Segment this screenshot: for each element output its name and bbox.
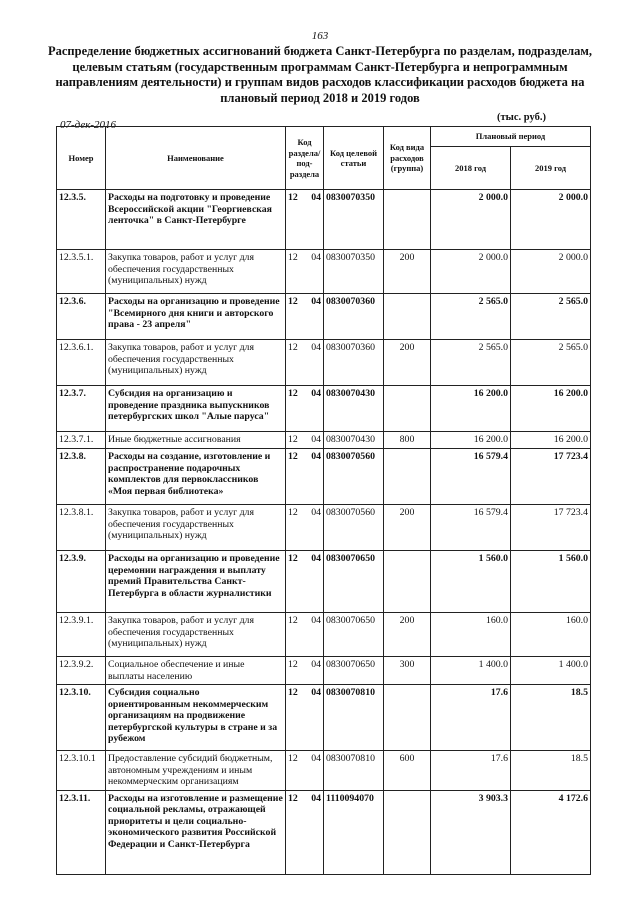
document-title: Распределение бюджетных ассигнований бюджета Санкт-Петербурга по разделам, подразделам, целевым статьям (государственным программам Санкт-Петербурга и непрограммным направлениям деятельности) и группам видов расходов классификации расходов бюджета на плановый период 2018 и 2019 годов bbox=[47, 44, 593, 105]
row-target-code: 0830070650 bbox=[324, 551, 384, 613]
row-expense-type: 200 bbox=[384, 505, 431, 551]
row-razdel: 12 bbox=[288, 753, 298, 764]
row-section-code bbox=[286, 613, 324, 657]
row-amount-2019: 2 565.0 bbox=[511, 294, 591, 340]
row-number: 12.3.7.1. bbox=[57, 432, 106, 449]
table-row bbox=[57, 657, 591, 685]
row-section-code bbox=[286, 505, 324, 551]
row-target-code: 0830070810 bbox=[324, 685, 384, 751]
row-podrazdel: 04 bbox=[311, 451, 321, 462]
row-expense-type: 200 bbox=[384, 613, 431, 657]
row-number: 12.3.8. bbox=[57, 449, 106, 505]
row-razdel: 12 bbox=[288, 252, 298, 263]
row-podrazdel: 04 bbox=[311, 753, 321, 764]
header-target: Код целевой статьи bbox=[324, 127, 384, 190]
row-podrazdel: 04 bbox=[311, 553, 321, 564]
header-2018: 2018 год bbox=[431, 146, 511, 189]
row-section-code bbox=[286, 685, 324, 751]
row-expense-type bbox=[384, 294, 431, 340]
row-amount-2018: 16 200.0 bbox=[431, 386, 511, 432]
row-name: Закупка товаров, работ и услуг для обеспечения государственных (муниципальных) нужд bbox=[106, 505, 286, 551]
header-2019: 2019 год bbox=[511, 146, 591, 189]
row-razdel: 12 bbox=[288, 434, 298, 445]
table-row bbox=[57, 790, 591, 874]
row-expense-type: 200 bbox=[384, 340, 431, 386]
row-name: Закупка товаров, работ и услуг для обеспечения государственных (муниципальных) нужд bbox=[106, 613, 286, 657]
row-expense-type bbox=[384, 551, 431, 613]
row-section-code bbox=[286, 340, 324, 386]
header-planned-period: Плановый период bbox=[431, 127, 591, 147]
table-row bbox=[57, 340, 591, 386]
row-number: 12.3.9.2. bbox=[57, 657, 106, 685]
row-podrazdel: 04 bbox=[311, 434, 321, 445]
table-row bbox=[57, 751, 591, 791]
row-razdel: 12 bbox=[288, 615, 298, 626]
row-podrazdel: 04 bbox=[311, 296, 321, 307]
table-row bbox=[57, 386, 591, 432]
row-expense-type: 600 bbox=[384, 751, 431, 791]
header-number: Номер bbox=[57, 127, 106, 190]
row-razdel: 12 bbox=[288, 687, 298, 698]
row-amount-2018: 2 565.0 bbox=[431, 340, 511, 386]
row-amount-2018: 17.6 bbox=[431, 751, 511, 791]
row-target-code: 0830070560 bbox=[324, 449, 384, 505]
document-date: 07-дек-2016 bbox=[60, 119, 117, 131]
row-podrazdel: 04 bbox=[311, 252, 321, 263]
budget-table bbox=[56, 126, 591, 875]
row-razdel: 12 bbox=[288, 388, 298, 399]
row-expense-type bbox=[384, 190, 431, 250]
row-number: 12.3.9. bbox=[57, 551, 106, 613]
table-row bbox=[57, 551, 591, 613]
row-section-code bbox=[286, 190, 324, 250]
row-name: Расходы на организацию и проведение "Всемирного дня книги и авторского права - 23 апреля" bbox=[106, 294, 286, 340]
row-target-code: 0830070430 bbox=[324, 432, 384, 449]
row-amount-2019: 16 200.0 bbox=[511, 432, 591, 449]
row-amount-2018: 1 400.0 bbox=[431, 657, 511, 685]
row-section-code bbox=[286, 657, 324, 685]
row-expense-type bbox=[384, 790, 431, 874]
row-number: 12.3.10.1 bbox=[57, 751, 106, 791]
row-section-code bbox=[286, 449, 324, 505]
row-podrazdel: 04 bbox=[311, 792, 321, 804]
row-name: Расходы на организацию и проведение церемонии награждения и выплату премий Правительства Санкт-Петербурга в области журналистики bbox=[106, 551, 286, 613]
row-number: 12.3.9.1. bbox=[57, 613, 106, 657]
table-row bbox=[57, 294, 591, 340]
table-row bbox=[57, 613, 591, 657]
row-target-code: 0830070560 bbox=[324, 505, 384, 551]
header-section: Код раздела/ под- раздела bbox=[286, 127, 324, 190]
header-expense-type: Код вида расходов (группа) bbox=[384, 127, 431, 190]
row-number: 12.3.5.1. bbox=[57, 250, 106, 294]
row-razdel: 12 bbox=[288, 296, 298, 307]
row-amount-2019: 2 000.0 bbox=[511, 190, 591, 250]
row-name: Субсидия на организацию и проведение праздника выпускников петербургских школ "Алые паруса" bbox=[106, 386, 286, 432]
row-expense-type bbox=[384, 386, 431, 432]
row-amount-2018: 16 579.4 bbox=[431, 505, 511, 551]
row-target-code: 0830070350 bbox=[324, 250, 384, 294]
row-amount-2019: 2 565.0 bbox=[511, 340, 591, 386]
row-name: Иные бюджетные ассигнования bbox=[106, 432, 286, 449]
units-label: (тыс. руб.) bbox=[497, 112, 546, 123]
table-row bbox=[57, 449, 591, 505]
row-amount-2018: 2 000.0 bbox=[431, 250, 511, 294]
row-name: Субсидия социально ориентированным некоммерческим организациям на продвижение петербургской культуры в стране и за рубежом bbox=[106, 685, 286, 751]
row-razdel: 12 bbox=[288, 342, 298, 353]
row-expense-type bbox=[384, 449, 431, 505]
row-number: 12.3.7. bbox=[57, 386, 106, 432]
row-target-code: 0830070810 bbox=[324, 751, 384, 791]
row-razdel: 12 bbox=[288, 507, 298, 518]
row-amount-2019: 18.5 bbox=[511, 685, 591, 751]
row-podrazdel: 04 bbox=[311, 659, 321, 670]
row-name: Закупка товаров, работ и услуг для обеспечения государственных (муниципальных) нужд bbox=[106, 340, 286, 386]
row-number: 12.3.6. bbox=[57, 294, 106, 340]
row-section-code bbox=[286, 551, 324, 613]
row-section-code bbox=[286, 751, 324, 791]
row-amount-2018: 17.6 bbox=[431, 685, 511, 751]
table-row bbox=[57, 250, 591, 294]
row-name: Предоставление субсидий бюджетным, автономным учреждениям и иным некоммерческим организациям bbox=[106, 751, 286, 791]
row-amount-2019: 17 723.4 bbox=[511, 505, 591, 551]
row-expense-type: 800 bbox=[384, 432, 431, 449]
row-target-code: 0830070360 bbox=[324, 294, 384, 340]
row-name: Расходы на подготовку и проведение Всероссийской акции "Георгиевская ленточка" в Санкт-Петербурге bbox=[106, 190, 286, 250]
row-amount-2019: 17 723.4 bbox=[511, 449, 591, 505]
row-razdel: 12 bbox=[288, 553, 298, 564]
row-target-code: 0830070430 bbox=[324, 386, 384, 432]
row-podrazdel: 04 bbox=[311, 388, 321, 399]
row-expense-type: 300 bbox=[384, 657, 431, 685]
row-number: 12.3.5. bbox=[57, 190, 106, 250]
row-name: Расходы на изготовление и размещение социальной рекламы, отражающей приоритеты и цели социально-экономического развития Российской Федерации и Санкт-Петербурга bbox=[106, 790, 286, 874]
row-target-code: 0830070360 bbox=[324, 340, 384, 386]
row-number: 12.3.10. bbox=[57, 685, 106, 751]
table-row bbox=[57, 505, 591, 551]
row-number: 12.3.11. bbox=[57, 790, 106, 874]
row-number: 12.3.8.1. bbox=[57, 505, 106, 551]
row-amount-2019: 18.5 bbox=[511, 751, 591, 791]
row-expense-type: 200 bbox=[384, 250, 431, 294]
table-row bbox=[57, 190, 591, 250]
row-amount-2018: 16 200.0 bbox=[431, 432, 511, 449]
row-podrazdel: 04 bbox=[311, 507, 321, 518]
row-amount-2019: 16 200.0 bbox=[511, 386, 591, 432]
row-amount-2019: 1 560.0 bbox=[511, 551, 591, 613]
row-podrazdel: 04 bbox=[311, 687, 321, 698]
row-amount-2019: 1 400.0 bbox=[511, 657, 591, 685]
row-amount-2018: 2 000.0 bbox=[431, 190, 511, 250]
row-podrazdel: 04 bbox=[311, 615, 321, 626]
row-amount-2018: 1 560.0 bbox=[431, 551, 511, 613]
row-amount-2018: 3 903.3 bbox=[431, 790, 511, 874]
row-section-code bbox=[286, 790, 324, 874]
row-razdel: 12 bbox=[288, 659, 298, 670]
row-target-code: 1110094070 bbox=[324, 790, 384, 874]
row-name: Социальное обеспечение и иные выплаты населению bbox=[106, 657, 286, 685]
row-amount-2019: 2 000.0 bbox=[511, 250, 591, 294]
row-amount-2018: 2 565.0 bbox=[431, 294, 511, 340]
row-section-code bbox=[286, 386, 324, 432]
row-target-code: 0830070650 bbox=[324, 657, 384, 685]
row-target-code: 0830070350 bbox=[324, 190, 384, 250]
row-amount-2019: 4 172.6 bbox=[511, 790, 591, 874]
row-amount-2019: 160.0 bbox=[511, 613, 591, 657]
row-number: 12.3.6.1. bbox=[57, 340, 106, 386]
row-section-code bbox=[286, 294, 324, 340]
row-razdel: 12 bbox=[288, 192, 298, 203]
row-section-code bbox=[286, 432, 324, 449]
row-section-code bbox=[286, 250, 324, 294]
row-target-code: 0830070650 bbox=[324, 613, 384, 657]
page-number: 163 bbox=[311, 30, 329, 42]
row-podrazdel: 04 bbox=[311, 192, 321, 203]
row-name: Закупка товаров, работ и услуг для обеспечения государственных (муниципальных) нужд bbox=[106, 250, 286, 294]
table-body bbox=[57, 190, 591, 875]
row-amount-2018: 160.0 bbox=[431, 613, 511, 657]
row-amount-2018: 16 579.4 bbox=[431, 449, 511, 505]
row-name: Расходы на создание, изготовление и распространение подарочных комплектов для первоклассников «Моя первая библиотека» bbox=[106, 449, 286, 505]
row-expense-type bbox=[384, 685, 431, 751]
row-podrazdel: 04 bbox=[311, 342, 321, 353]
row-razdel: 12 bbox=[288, 792, 298, 804]
table-row bbox=[57, 685, 591, 751]
header-name: Наименование bbox=[106, 127, 286, 190]
table-row bbox=[57, 432, 591, 449]
row-razdel: 12 bbox=[288, 451, 298, 462]
